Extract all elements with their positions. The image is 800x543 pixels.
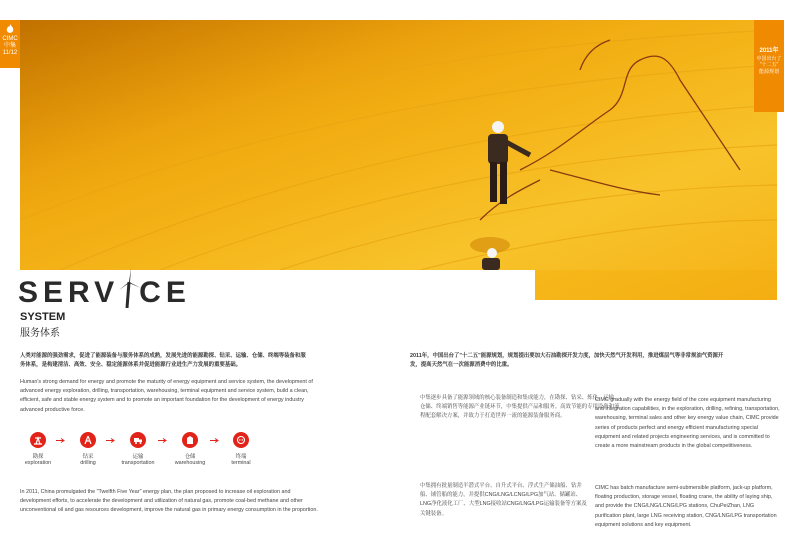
logo-brand: CIMC (2, 36, 18, 42)
step-en: terminal (231, 460, 251, 466)
year-tag (754, 20, 784, 112)
year-tag-line2: "十二五" (759, 62, 779, 69)
step-en: drilling (80, 460, 96, 466)
step-cn: 运输 (132, 454, 144, 460)
step-cn: 仓储 (184, 454, 196, 460)
arrow-right-icon (210, 438, 220, 443)
right-cn-2011: 2011年，中国出台了"十二五"能源规划，规划提出要加大石油勘探开发力度，加快天然气开发利用，推进煤层气等非常规油气资源开发，提高天然气在一次能源消费中的比重。 (410, 353, 724, 369)
subtitle-cn: 服务体系 (20, 328, 60, 339)
cimc-logo (0, 20, 20, 68)
wind-turbine-icon (117, 268, 141, 308)
left-en-intro: Human's strong demand for energy and promote the maturity of energy equipment and service system, the development of advanced energy exploration, drilling, transportation, warehousing, terminal equipment and service system, build a clean, efficient, safe and stable energy system and to promote an important foundation for the development of energy industry advanced productive force. (20, 379, 313, 413)
subtitle-en: SYSTEM (20, 311, 66, 323)
step-drilling (68, 432, 108, 466)
arrow-right-icon (106, 438, 116, 443)
drill-rig-icon (80, 432, 96, 448)
step-exploration (18, 432, 58, 466)
step-en: warehousing (174, 460, 206, 466)
step-transportation (118, 432, 158, 466)
right-cn-bottom: 中集拥有批量制造半潜式平台、自升式平台、浮式生产储油船、钻井船、铺管船的能力，并提供CNG/LNG/LCNG/LPG加气站、储罐站、LNG净化液化工厂、大型LNG接收站CNG/LNG/LPG运输装备等方案及关键装备。 (420, 483, 587, 517)
page-number: 11/12 (2, 50, 18, 57)
storage-tank-icon (182, 432, 198, 448)
step-en: transportation (121, 460, 155, 466)
power-plug-icon (233, 432, 249, 448)
truck-icon (130, 432, 146, 448)
flame-icon (5, 24, 15, 34)
right-en-mid: CIMC gradually with the energy field of the core equipment manufacturing and integration capabilities, in the exploration, drilling, refining, transportation, warehousing, terminal sales and other key energy value chain, CIMC provide series of products perfect and energy efficient manufacturing special equipment and related projects engineering services, and is committed to create a more mainstream products in the global competitiveness. (595, 397, 780, 449)
year-tag-line3: 能源规划 (758, 68, 779, 75)
left-cn-intro: 人类对能源的强劲需求，促进了能源装备与服务体系的成熟，发展先进的能源勘探、钻采、运输、仓储、终端等装备和服务体系，是构建清洁、高效、安全、稳定能源体系并促进能源行业进生产力发展的重要基础。 (20, 353, 306, 369)
page-title (18, 276, 191, 310)
step-en: exploration (24, 460, 52, 466)
title-left: SERV (18, 276, 120, 309)
arrow-right-icon (158, 438, 168, 443)
logo-sub: 中集 (3, 43, 16, 50)
step-cn: 钻采 (82, 454, 94, 460)
step-cn: 勘探 (32, 454, 44, 460)
right-en-bottom: CIMC has batch manufacture semi-submersible platform, jack-up platform, floating production, storage vessel, floating crane, the ability of laying ship, and provide the CNG/LNG/LCNG/LPG stations, ChuPeiZhan, LNG purification plant, large LNG receiving station, CNG/LNG/LPG transportation equipment solutions and key equipment. (595, 485, 777, 528)
left-en-2011: In 2011, China promulgated the "Twelfth Five Year" energy plan, the plan proposed to increase oil exploration and development efforts, to accelerate the development and utilization of natural gas, promote coal-bed methane and other unconventional oil and gas resources development, improve the natural gas in primary energy consumption in the proportion. (20, 489, 318, 514)
step-warehousing (170, 432, 210, 466)
right-cn-mid: 中集逐步具备了能源领域的核心装备制造和集成能力，在勘探、钻采、炼化、运输、仓储、终端销售等能源产业链环节，中集提供产品和服务。高效节能的专用设备和流程配套解决方案，并致力于打造世界一流的能源装备服务商。 (420, 395, 620, 420)
process-flow (18, 432, 258, 477)
title-right: CE (139, 276, 191, 309)
hero-photo-extension (535, 270, 777, 300)
step-terminal (221, 432, 261, 466)
arrow-right-icon (56, 438, 66, 443)
hero-photo (20, 20, 777, 270)
year-tag-line1: 中国出台了 (756, 55, 782, 62)
oil-pump-icon (30, 432, 46, 448)
year-tag-year: 2011年 (759, 48, 779, 54)
step-cn: 终端 (235, 454, 247, 460)
